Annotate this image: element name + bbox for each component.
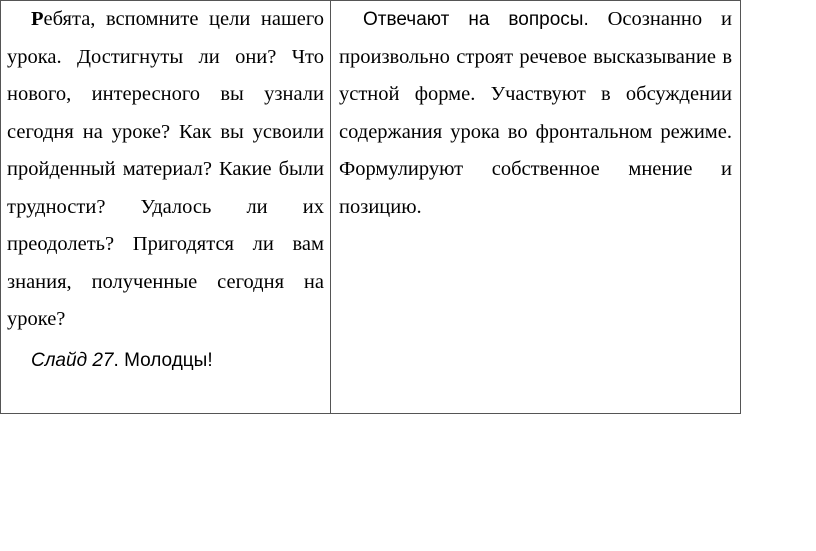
drop-cap-letter: Р bbox=[31, 8, 44, 30]
student-activity-content bbox=[331, 1, 740, 226]
teacher-questions-paragraph bbox=[7, 1, 324, 339]
student-activity-paragraph bbox=[339, 1, 732, 226]
teacher-activity-cell bbox=[1, 1, 331, 414]
teacher-questions-text: ебята, вспомните цели нашего урока. Достигнуты ли они? Что нового, интересного вы узнали сегодня на уроке? Как вы усвоили пройденный материал? Какие были трудности? Удалось ли их преодолеть? Пригодятся ли вам знания, полученные сегодня на уроке? bbox=[7, 8, 324, 330]
slide-text: Молодцы! bbox=[124, 349, 213, 371]
student-activity-lead: Отвечают на вопросы. bbox=[363, 9, 589, 30]
student-activity-text: Осознанно и произвольно строят речевое высказывание в устной форме. Участвуют в обсуждении содержания урока во фронтальном режиме. Формулируют собственное мнение и позицию. bbox=[339, 8, 732, 218]
slide-label: Слайд 27 bbox=[31, 349, 114, 371]
slide-reference bbox=[7, 339, 324, 382]
student-activity-cell bbox=[331, 1, 741, 414]
slide-separator: . bbox=[113, 349, 125, 371]
teacher-activity-content bbox=[1, 1, 330, 382]
table-row bbox=[1, 1, 741, 414]
